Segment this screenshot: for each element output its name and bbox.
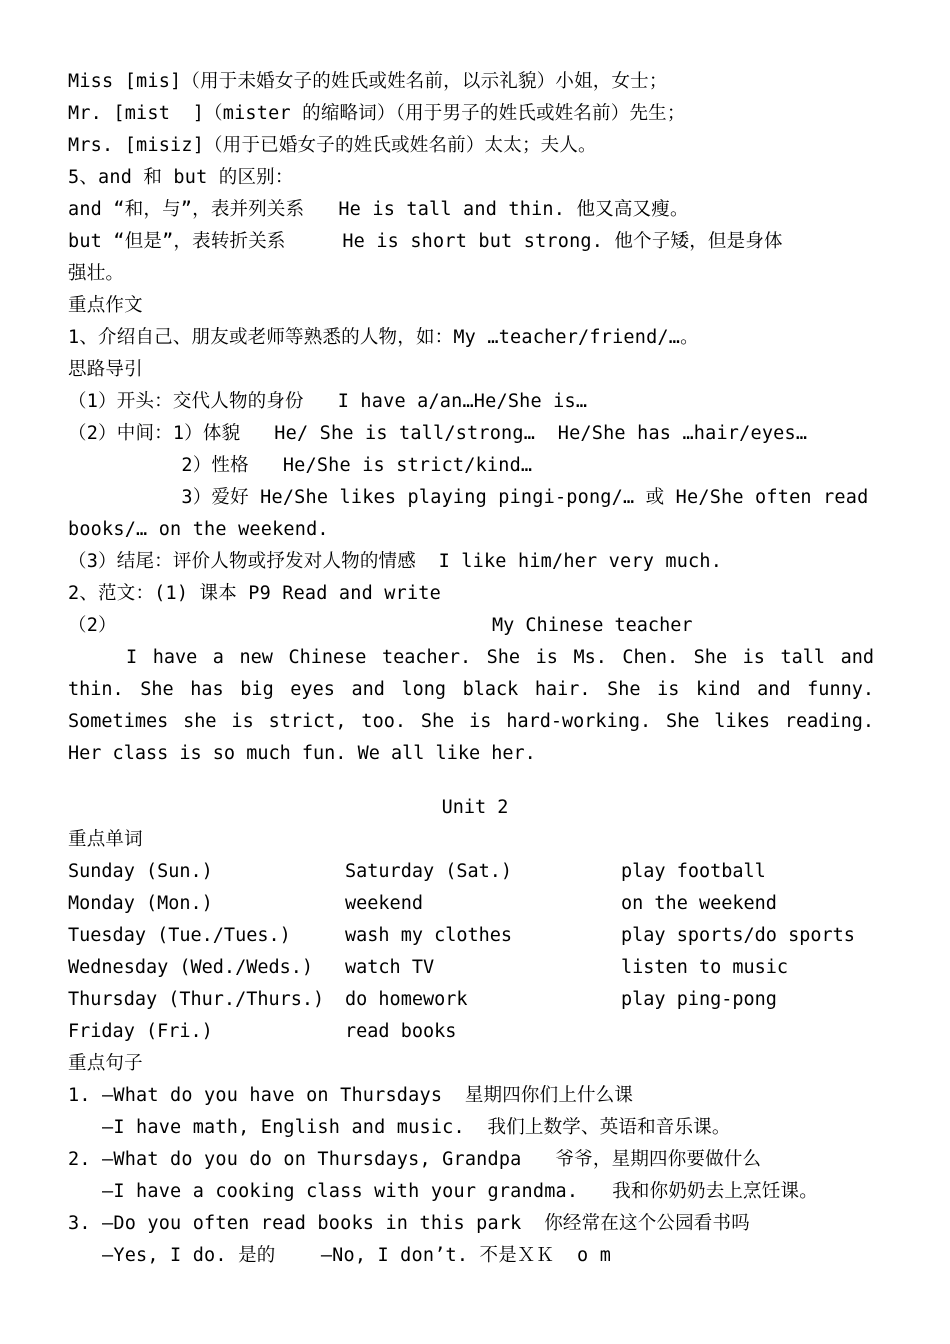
- sample-essay: [68, 642, 874, 770]
- sentence-2-question: 2. —What do you do on Thursdays, Grandpa 爷爷，星期四你要做什么: [68, 1149, 762, 1170]
- sentences-heading: 重点句子: [68, 1053, 143, 1074]
- guide-step-2-personality: 2）性格 He/She is strict/kind…: [68, 455, 533, 476]
- mrs-definition: Mrs. [misiz]（用于已婚女子的姓氏或姓名前）太太；夫人。: [68, 135, 597, 156]
- guide-step-2-hobby-continued: books/… on the weekend.: [68, 519, 329, 540]
- but-line-continued: 强壮。: [68, 263, 125, 284]
- guide-step-1: （1）开头：交代人物的身份 I have a/an…He/She is…: [68, 391, 588, 412]
- word-cell: Sunday (Sun.): [68, 861, 213, 882]
- sentence-2-answer: —I have a cooking class with your grandma. 我和你奶奶去上烹饪课。: [68, 1181, 818, 1202]
- sample-title: My Chinese teacher: [492, 615, 693, 636]
- word-cell: Friday (Fri.): [68, 1021, 213, 1042]
- composition-item-1: 1、介绍自己、朋友或老师等熟悉的人物，如：My …teacher/friend/…。: [68, 327, 699, 348]
- word-cell: do homework: [345, 989, 468, 1010]
- composition-item-2: 2、范文：(1) 课本 P9 Read and write: [68, 583, 441, 604]
- unit-title: Unit 2: [441, 797, 509, 818]
- word-cell: Tuesday (Tue./Tues.): [68, 925, 291, 946]
- sentence-1-question: 1. —What do you have on Thursdays 星期四你们上什么课: [68, 1085, 634, 1106]
- word-cell: read books: [345, 1021, 457, 1042]
- miss-definition: Miss [mis]（用于未婚女子的姓氏或姓名前，以示礼貌）小姐，女士；: [68, 71, 668, 92]
- word-cell: Monday (Mon.): [68, 893, 213, 914]
- word-cell: Thursday (Thur./Thurs.): [68, 989, 325, 1010]
- guide-step-2-hobby: 3）爱好 He/She likes playing pingi-pong/… 或 He/She often read: [68, 487, 869, 508]
- composition-heading: 重点作文: [68, 295, 143, 316]
- word-cell: wash my clothes: [345, 925, 513, 946]
- guide-step-2: （2）中间：1）体貌 He/ She is tall/strong… He/She has …hair/eyes…: [68, 423, 808, 444]
- sentence-3-question: 3. —Do you often read books in this park 你经常在这个公园看书吗: [68, 1213, 750, 1234]
- and-but-heading: 5、and 和 but 的区别：: [68, 167, 294, 188]
- guide-step-3: （3）结尾：评价人物或抒发对人物的情感 I like him/her very much.: [68, 551, 723, 572]
- word-cell: watch TV: [345, 957, 435, 978]
- word-cell: play ping-pong: [621, 989, 777, 1010]
- word-cell: Wednesday (Wed./Weds.): [68, 957, 314, 978]
- guide-heading: 思路导引: [68, 359, 143, 380]
- sentence-3-answer: —Yes, I do. 是的 —No, I don’t. 不是ＸＫ o m: [68, 1245, 612, 1266]
- word-cell: weekend: [345, 893, 423, 914]
- and-line: and “和，与”，表并列关系 He is tall and thin. 他又高又瘦。: [68, 199, 689, 220]
- word-cell: play football: [621, 861, 766, 882]
- but-line: but “但是”，表转折关系 He is short but strong. 他个子矮，但是身体: [68, 231, 783, 252]
- mr-definition: Mr. [mist ]（mister 的缩略词）（用于男子的姓氏或姓名前）先生；: [68, 103, 686, 124]
- sample-number: （2）: [68, 615, 117, 636]
- word-cell: Saturday (Sat.): [345, 861, 513, 882]
- word-cell: play sports/do sports: [621, 925, 855, 946]
- word-cell: listen to music: [621, 957, 789, 978]
- words-heading: 重点单词: [68, 829, 143, 850]
- sample-essay-text: I have a new Chinese teacher. She is Ms. Chen. She is tall and thin. She has big eyes and long black hair. She is kind and funny. Sometimes she is strict, too. She is hard-working. She likes reading. Her class is so much fun. We all like her.: [68, 647, 874, 764]
- word-cell: on the weekend: [621, 893, 777, 914]
- sentence-1-answer: —I have math, English and music. 我们上数学、英语和音乐课。: [68, 1117, 731, 1138]
